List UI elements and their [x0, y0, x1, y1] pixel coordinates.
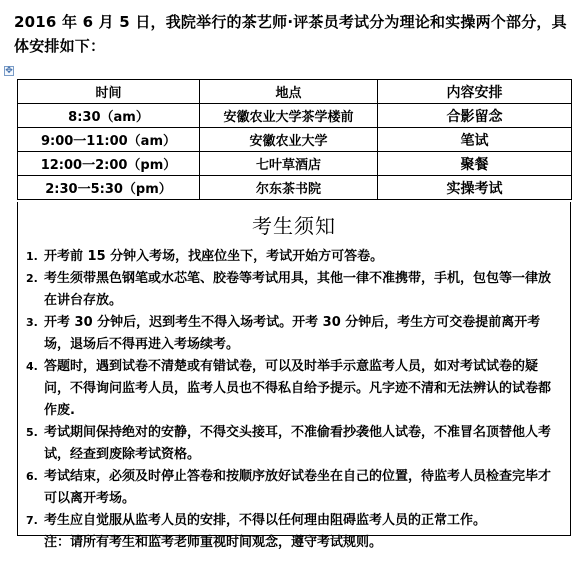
table-row	[18, 176, 572, 200]
header-content: 内容安排	[378, 80, 572, 104]
item-number: 2.	[26, 272, 38, 285]
intro-paragraph: 2016 年 6 月 5 日，我院举行的茶艺师·评茶员考试分为理论和实操两个部分，具体安排如下：	[14, 13, 567, 55]
item-number: 4.	[26, 360, 38, 373]
cell-content: 聚餐	[378, 152, 572, 176]
cell-location: 安徽农业大学	[200, 128, 378, 152]
cell-location: 七叶草酒店	[200, 152, 378, 176]
cell-time: 8:30（am）	[18, 104, 200, 128]
cell-content: 笔试	[378, 128, 572, 152]
table-header-row	[18, 80, 572, 104]
item-text: 考试结束，必须及时停止答卷和按顺序放好试卷坐在自己的位置，待监考人员检查完毕才可以离开考场。	[44, 469, 552, 506]
cell-time: 9:00一11:00（am）	[18, 128, 200, 152]
list-item	[26, 466, 560, 510]
list-item	[26, 510, 560, 532]
cell-content: 实操考试	[378, 176, 572, 200]
notice-list	[18, 246, 570, 532]
cell-content: 合影留念	[378, 104, 572, 128]
cell-location: 尔东茶书院	[200, 176, 378, 200]
item-text: 考生应自觉服从监考人员的安排，不得以任何理由阻碍监考人员的正常工作。	[44, 513, 487, 528]
item-number: 7.	[26, 514, 38, 527]
item-number: 3.	[26, 316, 38, 329]
notice-title: 考生须知	[252, 214, 336, 238]
cell-time: 12:00一2:00（pm）	[18, 152, 200, 176]
list-item	[26, 246, 560, 268]
notice-footnote: 注：请所有考生和监考老师重视时间观念，遵守考试规则。	[44, 535, 383, 550]
list-item	[26, 312, 560, 356]
notice-box	[17, 202, 571, 550]
list-item	[26, 356, 560, 422]
list-item	[26, 268, 560, 312]
cell-time: 2:30一5:30（pm）	[18, 176, 200, 200]
table-row	[18, 104, 572, 128]
item-text: 答题时，遇到试卷不清楚或有错试卷，可以及时举手示意监考人员，如对考试试卷的疑问，不得询问监考人员，监考人员也不得私自给予提示。凡字迹不清和无法辨认的试卷都作废.	[44, 359, 552, 418]
item-text: 开考前 15 分钟入考场，找座位坐下，考试开始方可答卷。	[44, 249, 384, 264]
item-text: 开考 30 分钟后，迟到考生不得入场考试。开考 30 分钟后，考生方可交卷提前离开考场，退场后不得再进入考场续考。	[44, 315, 541, 352]
item-text: 考生须带黑色钢笔或水芯笔、胶卷等考试用具，其他一律不准携带，手机，包包等一律放在讲台存放。	[44, 271, 552, 308]
header-time: 时间	[18, 80, 200, 104]
item-number: 5.	[26, 426, 38, 439]
cell-location: 安徽农业大学茶学楼前	[200, 104, 378, 128]
item-text: 考试期间保持绝对的安静，不得交头接耳，不准偷看抄袭他人试卷，不准冒名顶替他人考试，经查到废除考试资格。	[44, 425, 552, 462]
item-number: 1.	[26, 250, 38, 263]
move-handle-icon[interactable]: ✥	[5, 66, 13, 76]
header-location: 地点	[200, 80, 378, 104]
schedule-table	[17, 79, 572, 200]
list-item	[26, 422, 560, 466]
table-row	[18, 128, 572, 152]
item-number: 6.	[26, 470, 38, 483]
table-row	[18, 152, 572, 176]
